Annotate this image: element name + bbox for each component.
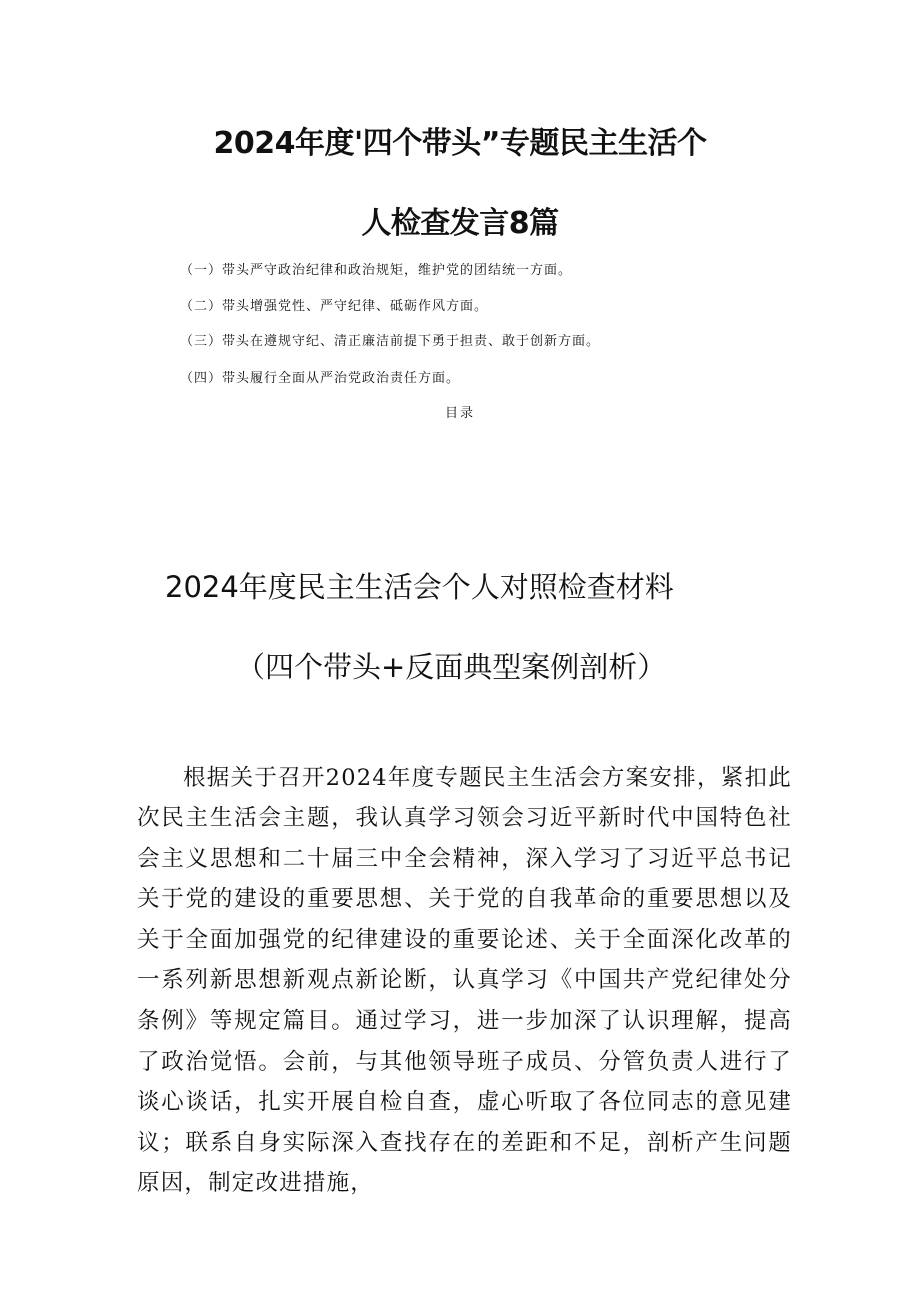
document-title-line-1: 2024年度'四个带头”专题民主生活个 bbox=[213, 126, 707, 161]
section-heading-line-2: （四个带头+反面典型案例剖析） bbox=[236, 650, 667, 684]
toc-item: （一）带头严守政治纪律和政治规矩，维护党的团结统一方面。 bbox=[180, 263, 573, 278]
toc-label: 目录 bbox=[444, 406, 475, 421]
toc-item: （四）带头履行全面从严治党政治责任方面。 bbox=[180, 371, 461, 386]
toc-item: （三）带头在遵规守纪、清正廉洁前提下勇于担责、敢于创新方面。 bbox=[180, 334, 601, 349]
document-title-line-2: 人检查发言8篇 bbox=[361, 206, 559, 241]
section-heading-line-1: 2024年度民主生活会个人对照检查材料 bbox=[165, 570, 674, 604]
toc-item: （二）带头增强党性、严守纪律、砥砺作风方面。 bbox=[180, 299, 489, 314]
body-paragraph: 根据关于召开2024年度专题民主生活会方案安排，紧扣此次民主生活会主题，我认真学习领会习近平新时代中国特色社会主义思想和二十届三中全会精神，深入学习了习近平总书记关于党的建设的重要思想、关于党的自我革命的重要思想以及关于全面加强党的纪律建设的重要论述、关于全面深化改革的一系列新思想新观点新论断，认真学习《中国共产党纪律处分条例》等规定篇目。通过学习，进一步加深了认识理解，提高了政治觉悟。会前，与其他领导班子成员、分管负责人进行了谈心谈话，扎实开展自检自查，虚心听取了各位同志的意见建议；联系自身实际深入查找存在的差距和不足，剖析产生问题原因，制定改进措施， bbox=[137, 764, 792, 1197]
